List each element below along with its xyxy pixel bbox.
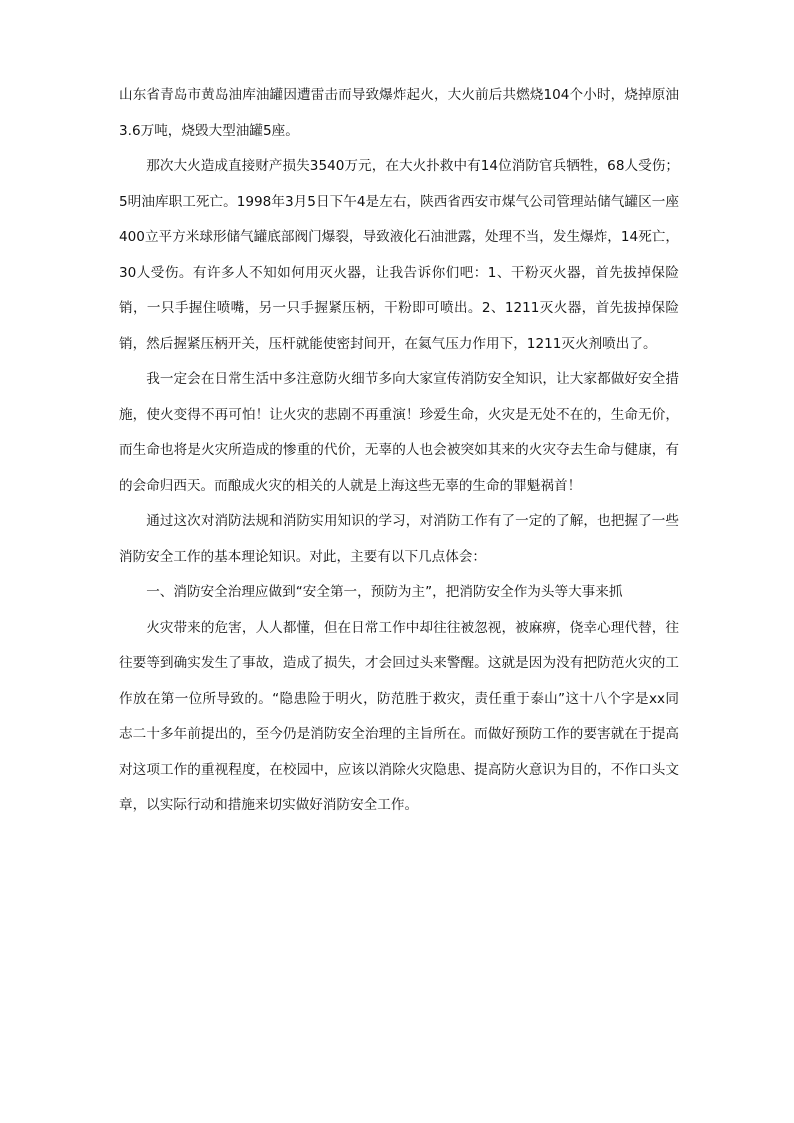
document-body bbox=[119, 78, 679, 824]
paragraph-4: 通过这次对消防法规和消防实用知识的学习，对消防工作有了一定的了解，也把握了一些消防安全工作的基本理论知识。对此，主要有以下几点体会： bbox=[119, 513, 679, 565]
section-heading-1: 一、消防安全治理应做到“安全第一，预防为主”，把消防安全作为头等大事来抓 bbox=[146, 584, 623, 600]
paragraph-3: 我一定会在日常生活中多注意防火细节多向大家宣传消防安全知识，让大家都做好安全措施，使火变得不再可怕！让火灾的悲剧不再重演！珍爱生命，火灾是无处不在的，生命无价，而生命也将是火灾所造成的惨重的代价，无辜的人也会被突如其来的火灾夺去生命与健康，有的会命归西天。而酿成火灾的相关的人就是上海这些无辜的生命的罪魁祸首！ bbox=[119, 371, 679, 494]
paragraph-5: 火灾带来的危害，人人都懂，但在日常工作中却往往被忽视，被麻痹，侥幸心理代替，往往要等到确实发生了事故，造成了损失，才会回过头来警醒。这就是因为没有把防范火灾的工作放在第一位所导致的。“隐患险于明火，防范胜于救灾，责任重于泰山”这十八个字是xx同志二十多年前提出的，至今仍是消防安全治理的主旨所在。而做好预防工作的要害就在于提高对这项工作的重视程度，在校园中，应该以消除火灾隐患、提高防火意识为目的，不作口头文章，以实际行动和措施来切实做好消防安全工作。 bbox=[119, 619, 679, 813]
paragraph-1: 山东省青岛市黄岛油库油罐因遭雷击而导致爆炸起火，大火前后共燃烧104个小时，烧掉原油3.6万吨，烧毁大型油罐5座。 bbox=[119, 87, 679, 139]
paragraph-2: 那次大火造成直接财产损失3540万元，在大火扑救中有14位消防官兵牺牲，68人受伤；5明油库职工死亡。1998年3月5日下午4是左右，陕西省西安市煤气公司管理站储气罐区一座400立平方米球形储气罐底部阀门爆裂，导致液化石油泄露，处理不当，发生爆炸，14死亡，30人受伤。有许多人不知如何用灭火器，让我告诉你们吧：1、干粉灭火器，首先拔掉保险销，一只手握住喷嘴，另一只手握紧压柄，干粉即可喷出。2、1211灭火器，首先拔掉保险销，然后握紧压柄开关，压杆就能使密封间开，在氦气压力作用下，1211灭火剂喷出了。 bbox=[119, 158, 679, 352]
